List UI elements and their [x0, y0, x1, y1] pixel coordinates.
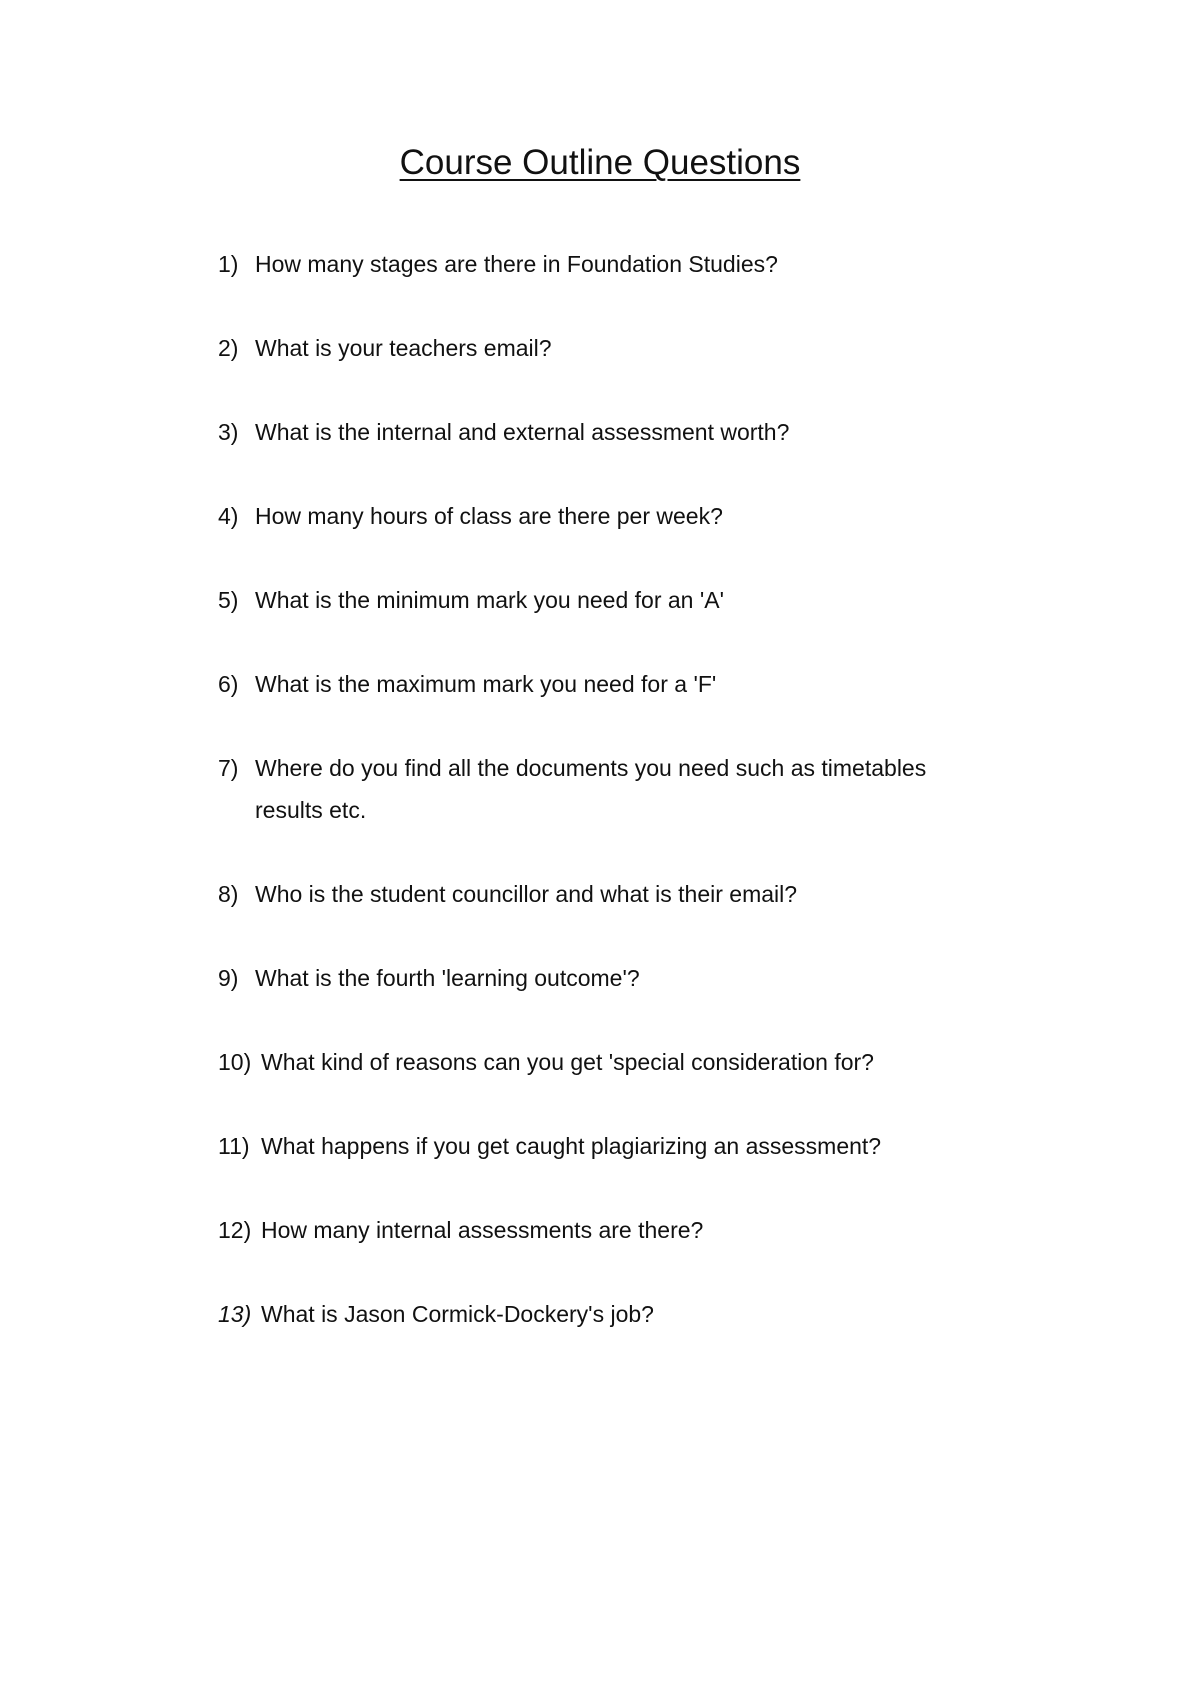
question-text: What happens if you get caught plagiarizing an assessment?: [261, 1133, 882, 1159]
question-item: [218, 411, 998, 453]
question-number: 5): [218, 587, 239, 613]
question-number: 7): [218, 755, 239, 781]
question-item: [218, 243, 998, 285]
question-text: What is your teachers email?: [255, 335, 552, 361]
question-number: 3): [218, 419, 239, 445]
question-text: What is the internal and external assessment worth?: [255, 419, 790, 445]
question-number: 12): [218, 1217, 252, 1243]
question-item: [218, 1293, 998, 1335]
question-item: [218, 1041, 998, 1083]
question-item: [218, 957, 998, 999]
question-text: What is the fourth 'learning outcome'?: [255, 965, 640, 991]
question-text: Where do you find all the documents you need such as timetables: [255, 755, 927, 781]
question-number: 2): [218, 335, 239, 361]
question-text: How many internal assessments are there?: [261, 1217, 704, 1243]
question-text: What is the minimum mark you need for an 'A': [255, 587, 724, 613]
question-number: 11): [218, 1133, 250, 1159]
question-item: [218, 495, 998, 537]
question-text-continuation: results etc.: [255, 797, 367, 823]
question-number: 9): [218, 965, 239, 991]
question-number: 4): [218, 503, 239, 529]
question-text: How many hours of class are there per week?: [255, 503, 723, 529]
question-number: 13): [218, 1301, 252, 1327]
page-title: Course Outline Questions: [399, 143, 801, 182]
question-item: [218, 1125, 998, 1167]
question-number: 6): [218, 671, 239, 697]
question-item: [218, 579, 998, 621]
question-number: 10): [218, 1049, 252, 1075]
question-item: [218, 873, 998, 915]
question-text: What kind of reasons can you get 'special consideration for?: [261, 1049, 874, 1075]
question-text: How many stages are there in Foundation Studies?: [255, 251, 778, 277]
question-text: What is the maximum mark you need for a 'F': [255, 671, 717, 697]
question-text: Who is the student councillor and what is their email?: [255, 881, 798, 907]
question-number: 8): [218, 881, 239, 907]
question-item: [218, 1209, 998, 1251]
question-item: [218, 327, 998, 369]
question-item: [218, 663, 998, 705]
question-item: [218, 747, 998, 831]
question-text: What is Jason Cormick-Dockery's job?: [261, 1301, 654, 1327]
question-number: 1): [218, 251, 239, 277]
